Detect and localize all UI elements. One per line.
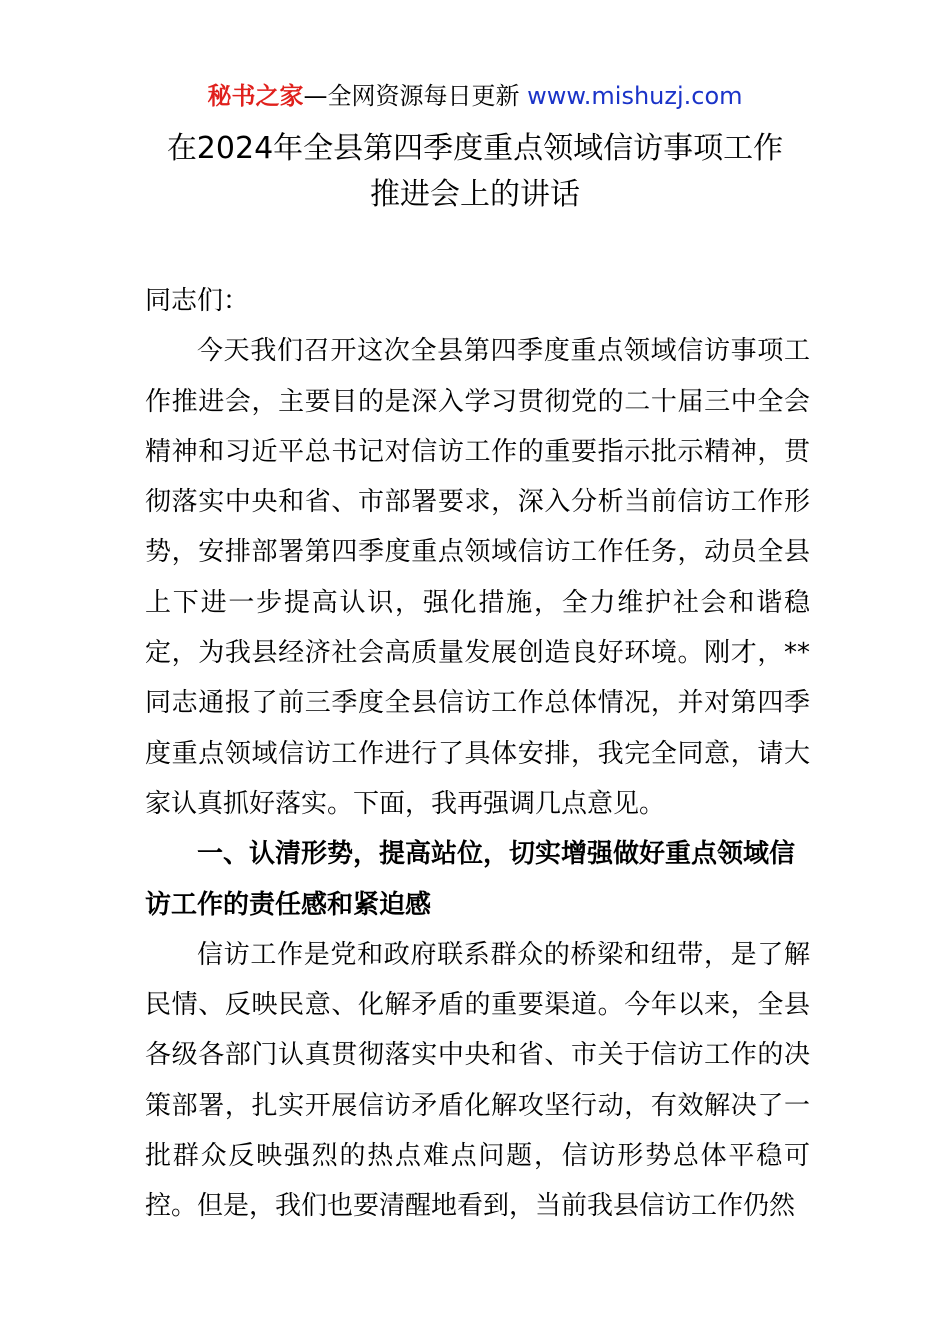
section-heading-1: 一、认清形势，提高站位，切实增强做好重点领域信访工作的责任感和紧迫感 [145, 839, 796, 920]
title-line-1: 在2024年全县第四季度重点领域信访事项工作 [166, 131, 784, 166]
site-header [0, 80, 950, 112]
site-slogan: —全网资源每日更新 [303, 82, 520, 110]
document-title [100, 126, 850, 218]
paragraph-section-1: 信访工作是党和政府联系群众的桥梁和纽带，是了解民情、反映民意、化解矛盾的重要渠道。今年以来，全县各级各部门认真贯彻落实中央和省、市关于信访工作的决策部署，扎实开展信访矛盾化解攻坚行动，有效解决了一批群众反映强烈的热点难点问题，信访形势总体平稳可控。但是，我们也要清醒地看到，当前我县信访工作仍然 [145, 939, 810, 1222]
paragraph-intro: 今天我们召开这次全县第四季度重点领域信访事项工作推进会，主要目的是深入学习贯彻党的二十届三中全会精神和习近平总书记对信访工作的重要指示批示精神，贯彻落实中央和省、市部署要求，深入分析当前信访工作形势，安排部署第四季度重点领域信访工作任务，动员全县上下进一步提高认识，强化措施，全力维护社会和谐稳定，为我县经济社会高质量发展创造良好环境。刚才，**同志通报了前三季度全县信访工作总体情况，并对第四季度重点领域信访工作进行了具体安排，我完全同意，请大家认真抓好落实。下面，我再强调几点意见。 [145, 336, 810, 819]
title-line-2: 推进会上的讲话 [370, 177, 580, 212]
site-name: 秘书之家 [207, 82, 304, 110]
salutation: 同志们： [145, 286, 250, 316]
site-url-link[interactable]: www.mishuzj.com [527, 82, 743, 110]
document-body [145, 276, 810, 1232]
